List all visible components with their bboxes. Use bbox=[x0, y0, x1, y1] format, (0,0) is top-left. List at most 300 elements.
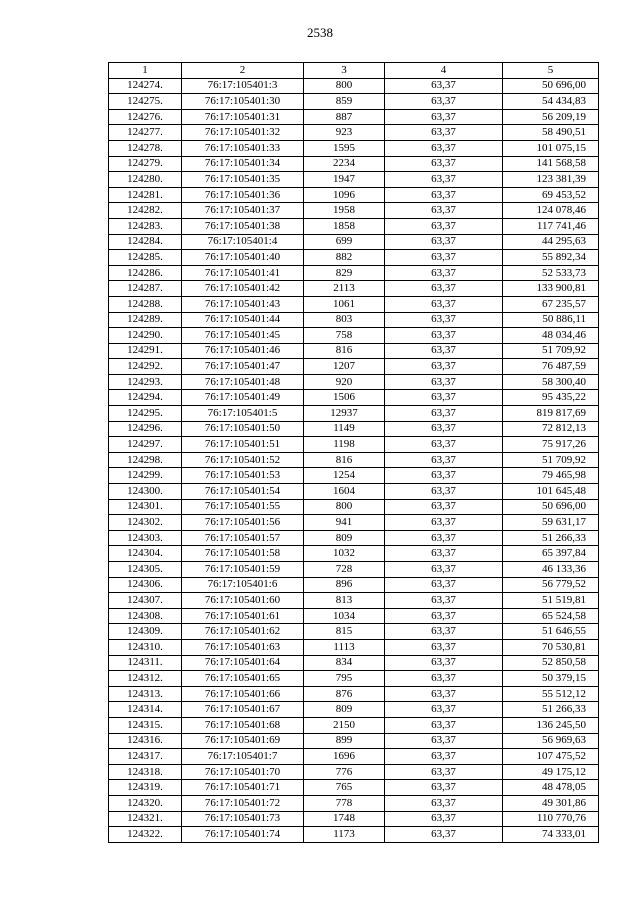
cadastral-number-cell: 76:17:105401:45 bbox=[182, 328, 304, 344]
table-row bbox=[109, 265, 599, 281]
cadastral-number-cell: 76:17:105401:50 bbox=[182, 421, 304, 437]
table-body bbox=[109, 78, 599, 842]
row-number-cell: 124313. bbox=[109, 686, 182, 702]
table-row bbox=[109, 562, 599, 578]
row-number-cell: 124307. bbox=[109, 593, 182, 609]
value-cell: 95 435,22 bbox=[503, 390, 599, 406]
area-cell: 887 bbox=[304, 109, 385, 125]
row-number-cell: 124291. bbox=[109, 343, 182, 359]
rate-cell: 63,37 bbox=[385, 452, 503, 468]
area-cell: 815 bbox=[304, 624, 385, 640]
cadastral-number-cell: 76:17:105401:63 bbox=[182, 639, 304, 655]
cadastral-number-cell: 76:17:105401:33 bbox=[182, 140, 304, 156]
row-number-cell: 124274. bbox=[109, 78, 182, 94]
area-cell: 1113 bbox=[304, 639, 385, 655]
column-header-3: 3 bbox=[304, 63, 385, 79]
value-cell: 52 533,73 bbox=[503, 265, 599, 281]
area-cell: 896 bbox=[304, 577, 385, 593]
rate-cell: 63,37 bbox=[385, 780, 503, 796]
row-number-cell: 124297. bbox=[109, 437, 182, 453]
value-cell: 50 886,11 bbox=[503, 312, 599, 328]
row-number-cell: 124303. bbox=[109, 530, 182, 546]
cadastral-number-cell: 76:17:105401:5 bbox=[182, 406, 304, 422]
rate-cell: 63,37 bbox=[385, 655, 503, 671]
rate-cell: 63,37 bbox=[385, 187, 503, 203]
cadastral-number-cell: 76:17:105401:4 bbox=[182, 234, 304, 250]
row-number-cell: 124304. bbox=[109, 546, 182, 562]
cadastral-number-cell: 76:17:105401:71 bbox=[182, 780, 304, 796]
value-cell: 59 631,17 bbox=[503, 515, 599, 531]
area-cell: 816 bbox=[304, 343, 385, 359]
area-cell: 1595 bbox=[304, 140, 385, 156]
rate-cell: 63,37 bbox=[385, 390, 503, 406]
area-cell: 1696 bbox=[304, 749, 385, 765]
row-number-cell: 124309. bbox=[109, 624, 182, 640]
table-row bbox=[109, 717, 599, 733]
value-cell: 67 235,57 bbox=[503, 296, 599, 312]
cadastral-number-cell: 76:17:105401:54 bbox=[182, 484, 304, 500]
table-row bbox=[109, 250, 599, 266]
cadastral-number-cell: 76:17:105401:40 bbox=[182, 250, 304, 266]
rate-cell: 63,37 bbox=[385, 281, 503, 297]
area-cell: 2113 bbox=[304, 281, 385, 297]
row-number-cell: 124285. bbox=[109, 250, 182, 266]
area-cell: 813 bbox=[304, 593, 385, 609]
value-cell: 44 295,63 bbox=[503, 234, 599, 250]
area-cell: 1149 bbox=[304, 421, 385, 437]
area-cell: 800 bbox=[304, 78, 385, 94]
value-cell: 52 850,58 bbox=[503, 655, 599, 671]
row-number-cell: 124305. bbox=[109, 562, 182, 578]
area-cell: 699 bbox=[304, 234, 385, 250]
cadastral-number-cell: 76:17:105401:7 bbox=[182, 749, 304, 765]
table-row bbox=[109, 499, 599, 515]
area-cell: 859 bbox=[304, 94, 385, 110]
area-cell: 758 bbox=[304, 328, 385, 344]
area-cell: 2150 bbox=[304, 717, 385, 733]
cadastral-number-cell: 76:17:105401:72 bbox=[182, 795, 304, 811]
table-row bbox=[109, 749, 599, 765]
rate-cell: 63,37 bbox=[385, 250, 503, 266]
row-number-cell: 124283. bbox=[109, 218, 182, 234]
table-row bbox=[109, 437, 599, 453]
area-cell: 941 bbox=[304, 515, 385, 531]
row-number-cell: 124302. bbox=[109, 515, 182, 531]
table-row bbox=[109, 515, 599, 531]
cadastral-number-cell: 76:17:105401:62 bbox=[182, 624, 304, 640]
row-number-cell: 124322. bbox=[109, 827, 182, 843]
cadastral-number-cell: 76:17:105401:55 bbox=[182, 499, 304, 515]
rate-cell: 63,37 bbox=[385, 172, 503, 188]
value-cell: 58 490,51 bbox=[503, 125, 599, 141]
value-cell: 55 512,12 bbox=[503, 686, 599, 702]
value-cell: 49 175,12 bbox=[503, 764, 599, 780]
area-cell: 765 bbox=[304, 780, 385, 796]
value-cell: 133 900,81 bbox=[503, 281, 599, 297]
cadastral-number-cell: 76:17:105401:53 bbox=[182, 468, 304, 484]
table-row bbox=[109, 421, 599, 437]
table-row bbox=[109, 140, 599, 156]
row-number-cell: 124298. bbox=[109, 452, 182, 468]
row-number-cell: 124275. bbox=[109, 94, 182, 110]
area-cell: 1198 bbox=[304, 437, 385, 453]
cadastral-number-cell: 76:17:105401:59 bbox=[182, 562, 304, 578]
area-cell: 923 bbox=[304, 125, 385, 141]
row-number-cell: 124318. bbox=[109, 764, 182, 780]
row-number-cell: 124282. bbox=[109, 203, 182, 219]
value-cell: 51 519,81 bbox=[503, 593, 599, 609]
table-row bbox=[109, 811, 599, 827]
cadastral-number-cell: 76:17:105401:73 bbox=[182, 811, 304, 827]
value-cell: 141 568,58 bbox=[503, 156, 599, 172]
row-number-cell: 124294. bbox=[109, 390, 182, 406]
table-row bbox=[109, 764, 599, 780]
area-cell: 776 bbox=[304, 764, 385, 780]
value-cell: 819 817,69 bbox=[503, 406, 599, 422]
table-row bbox=[109, 406, 599, 422]
value-cell: 56 209,19 bbox=[503, 109, 599, 125]
row-number-cell: 124299. bbox=[109, 468, 182, 484]
rate-cell: 63,37 bbox=[385, 94, 503, 110]
rate-cell: 63,37 bbox=[385, 593, 503, 609]
value-cell: 49 301,86 bbox=[503, 795, 599, 811]
area-cell: 12937 bbox=[304, 406, 385, 422]
column-header-5: 5 bbox=[503, 63, 599, 79]
value-cell: 124 078,46 bbox=[503, 203, 599, 219]
row-number-cell: 124312. bbox=[109, 671, 182, 687]
area-cell: 876 bbox=[304, 686, 385, 702]
cadastral-number-cell: 76:17:105401:56 bbox=[182, 515, 304, 531]
table-row bbox=[109, 234, 599, 250]
table-header-row bbox=[109, 63, 599, 79]
table-row bbox=[109, 593, 599, 609]
table-row bbox=[109, 218, 599, 234]
row-number-cell: 124288. bbox=[109, 296, 182, 312]
table-row bbox=[109, 702, 599, 718]
rate-cell: 63,37 bbox=[385, 749, 503, 765]
table-row bbox=[109, 639, 599, 655]
row-number-cell: 124278. bbox=[109, 140, 182, 156]
rate-cell: 63,37 bbox=[385, 546, 503, 562]
rate-cell: 63,37 bbox=[385, 717, 503, 733]
cadastral-number-cell: 76:17:105401:58 bbox=[182, 546, 304, 562]
rate-cell: 63,37 bbox=[385, 125, 503, 141]
cadastral-number-cell: 76:17:105401:70 bbox=[182, 764, 304, 780]
cadastral-number-cell: 76:17:105401:30 bbox=[182, 94, 304, 110]
area-cell: 809 bbox=[304, 702, 385, 718]
value-cell: 101 645,48 bbox=[503, 484, 599, 500]
table-row bbox=[109, 686, 599, 702]
row-number-cell: 124317. bbox=[109, 749, 182, 765]
rate-cell: 63,37 bbox=[385, 811, 503, 827]
row-number-cell: 124310. bbox=[109, 639, 182, 655]
table-row bbox=[109, 484, 599, 500]
value-cell: 51 266,33 bbox=[503, 702, 599, 718]
rate-cell: 63,37 bbox=[385, 296, 503, 312]
cadastral-number-cell: 76:17:105401:68 bbox=[182, 717, 304, 733]
row-number-cell: 124314. bbox=[109, 702, 182, 718]
table-row bbox=[109, 655, 599, 671]
value-cell: 58 300,40 bbox=[503, 374, 599, 390]
value-cell: 123 381,39 bbox=[503, 172, 599, 188]
value-cell: 50 696,00 bbox=[503, 499, 599, 515]
table-row bbox=[109, 390, 599, 406]
value-cell: 55 892,34 bbox=[503, 250, 599, 266]
cadastral-number-cell: 76:17:105401:35 bbox=[182, 172, 304, 188]
rate-cell: 63,37 bbox=[385, 827, 503, 843]
value-cell: 65 397,84 bbox=[503, 546, 599, 562]
table-row bbox=[109, 795, 599, 811]
table-row bbox=[109, 203, 599, 219]
rate-cell: 63,37 bbox=[385, 499, 503, 515]
row-number-cell: 124301. bbox=[109, 499, 182, 515]
table-row bbox=[109, 296, 599, 312]
column-header-2: 2 bbox=[182, 63, 304, 79]
value-cell: 48 478,05 bbox=[503, 780, 599, 796]
area-cell: 882 bbox=[304, 250, 385, 266]
value-cell: 75 917,26 bbox=[503, 437, 599, 453]
cadastral-number-cell: 76:17:105401:48 bbox=[182, 374, 304, 390]
value-cell: 56 779,52 bbox=[503, 577, 599, 593]
area-cell: 1254 bbox=[304, 468, 385, 484]
area-cell: 803 bbox=[304, 312, 385, 328]
cadastral-number-cell: 76:17:105401:60 bbox=[182, 593, 304, 609]
value-cell: 70 530,81 bbox=[503, 639, 599, 655]
table-row bbox=[109, 530, 599, 546]
table-row bbox=[109, 624, 599, 640]
row-number-cell: 124316. bbox=[109, 733, 182, 749]
area-cell: 1947 bbox=[304, 172, 385, 188]
rate-cell: 63,37 bbox=[385, 468, 503, 484]
rate-cell: 63,37 bbox=[385, 702, 503, 718]
rate-cell: 63,37 bbox=[385, 140, 503, 156]
cadastral-number-cell: 76:17:105401:42 bbox=[182, 281, 304, 297]
row-number-cell: 124306. bbox=[109, 577, 182, 593]
rate-cell: 63,37 bbox=[385, 733, 503, 749]
area-cell: 1748 bbox=[304, 811, 385, 827]
value-cell: 72 812,13 bbox=[503, 421, 599, 437]
value-cell: 110 770,76 bbox=[503, 811, 599, 827]
row-number-cell: 124300. bbox=[109, 484, 182, 500]
area-cell: 1207 bbox=[304, 359, 385, 375]
rate-cell: 63,37 bbox=[385, 562, 503, 578]
row-number-cell: 124276. bbox=[109, 109, 182, 125]
area-cell: 1034 bbox=[304, 608, 385, 624]
rate-cell: 63,37 bbox=[385, 577, 503, 593]
rate-cell: 63,37 bbox=[385, 218, 503, 234]
cadastral-number-cell: 76:17:105401:41 bbox=[182, 265, 304, 281]
rate-cell: 63,37 bbox=[385, 484, 503, 500]
value-cell: 51 646,55 bbox=[503, 624, 599, 640]
table-row bbox=[109, 468, 599, 484]
area-cell: 1061 bbox=[304, 296, 385, 312]
cadastral-number-cell: 76:17:105401:34 bbox=[182, 156, 304, 172]
value-cell: 50 696,00 bbox=[503, 78, 599, 94]
rate-cell: 63,37 bbox=[385, 764, 503, 780]
cadastral-number-cell: 76:17:105401:74 bbox=[182, 827, 304, 843]
row-number-cell: 124293. bbox=[109, 374, 182, 390]
rate-cell: 63,37 bbox=[385, 359, 503, 375]
value-cell: 65 524,58 bbox=[503, 608, 599, 624]
area-cell: 899 bbox=[304, 733, 385, 749]
rate-cell: 63,37 bbox=[385, 109, 503, 125]
table-row bbox=[109, 343, 599, 359]
row-number-cell: 124281. bbox=[109, 187, 182, 203]
cadastral-number-cell: 76:17:105401:66 bbox=[182, 686, 304, 702]
cadastral-number-cell: 76:17:105401:37 bbox=[182, 203, 304, 219]
row-number-cell: 124280. bbox=[109, 172, 182, 188]
area-cell: 1173 bbox=[304, 827, 385, 843]
row-number-cell: 124321. bbox=[109, 811, 182, 827]
area-cell: 1858 bbox=[304, 218, 385, 234]
cadastral-number-cell: 76:17:105401:43 bbox=[182, 296, 304, 312]
value-cell: 69 453,52 bbox=[503, 187, 599, 203]
cadastral-number-cell: 76:17:105401:64 bbox=[182, 655, 304, 671]
value-cell: 101 075,15 bbox=[503, 140, 599, 156]
area-cell: 920 bbox=[304, 374, 385, 390]
area-cell: 809 bbox=[304, 530, 385, 546]
table-row bbox=[109, 281, 599, 297]
cadastral-number-cell: 76:17:105401:31 bbox=[182, 109, 304, 125]
row-number-cell: 124290. bbox=[109, 328, 182, 344]
value-cell: 136 245,50 bbox=[503, 717, 599, 733]
cadastral-number-cell: 76:17:105401:69 bbox=[182, 733, 304, 749]
value-cell: 48 034,46 bbox=[503, 328, 599, 344]
value-cell: 56 969,63 bbox=[503, 733, 599, 749]
rate-cell: 63,37 bbox=[385, 624, 503, 640]
row-number-cell: 124308. bbox=[109, 608, 182, 624]
table-row bbox=[109, 780, 599, 796]
row-number-cell: 124320. bbox=[109, 795, 182, 811]
value-cell: 46 133,36 bbox=[503, 562, 599, 578]
row-number-cell: 124286. bbox=[109, 265, 182, 281]
table-row bbox=[109, 328, 599, 344]
table-row bbox=[109, 577, 599, 593]
table-row bbox=[109, 827, 599, 843]
cadastral-number-cell: 76:17:105401:51 bbox=[182, 437, 304, 453]
cadastral-number-cell: 76:17:105401:46 bbox=[182, 343, 304, 359]
rate-cell: 63,37 bbox=[385, 406, 503, 422]
value-cell: 54 434,83 bbox=[503, 94, 599, 110]
rate-cell: 63,37 bbox=[385, 78, 503, 94]
table-row bbox=[109, 125, 599, 141]
area-cell: 2234 bbox=[304, 156, 385, 172]
row-number-cell: 124315. bbox=[109, 717, 182, 733]
area-cell: 834 bbox=[304, 655, 385, 671]
table-row bbox=[109, 671, 599, 687]
row-number-cell: 124319. bbox=[109, 780, 182, 796]
area-cell: 1604 bbox=[304, 484, 385, 500]
rate-cell: 63,37 bbox=[385, 234, 503, 250]
row-number-cell: 124296. bbox=[109, 421, 182, 437]
registry-table bbox=[108, 62, 599, 843]
area-cell: 778 bbox=[304, 795, 385, 811]
row-number-cell: 124292. bbox=[109, 359, 182, 375]
cadastral-number-cell: 76:17:105401:49 bbox=[182, 390, 304, 406]
column-header-4: 4 bbox=[385, 63, 503, 79]
rate-cell: 63,37 bbox=[385, 328, 503, 344]
rate-cell: 63,37 bbox=[385, 515, 503, 531]
row-number-cell: 124311. bbox=[109, 655, 182, 671]
cadastral-number-cell: 76:17:105401:36 bbox=[182, 187, 304, 203]
value-cell: 107 475,52 bbox=[503, 749, 599, 765]
cadastral-number-cell: 76:17:105401:6 bbox=[182, 577, 304, 593]
area-cell: 1032 bbox=[304, 546, 385, 562]
table-row bbox=[109, 187, 599, 203]
area-cell: 816 bbox=[304, 452, 385, 468]
table-row bbox=[109, 109, 599, 125]
cadastral-number-cell: 76:17:105401:3 bbox=[182, 78, 304, 94]
table-row bbox=[109, 172, 599, 188]
value-cell: 76 487,59 bbox=[503, 359, 599, 375]
rate-cell: 63,37 bbox=[385, 374, 503, 390]
cadastral-number-cell: 76:17:105401:61 bbox=[182, 608, 304, 624]
rate-cell: 63,37 bbox=[385, 421, 503, 437]
cadastral-number-cell: 76:17:105401:32 bbox=[182, 125, 304, 141]
rate-cell: 63,37 bbox=[385, 795, 503, 811]
row-number-cell: 124295. bbox=[109, 406, 182, 422]
value-cell: 117 741,46 bbox=[503, 218, 599, 234]
page-number: 2538 bbox=[307, 25, 333, 40]
area-cell: 1506 bbox=[304, 390, 385, 406]
rate-cell: 63,37 bbox=[385, 686, 503, 702]
area-cell: 728 bbox=[304, 562, 385, 578]
rate-cell: 63,37 bbox=[385, 203, 503, 219]
table-row bbox=[109, 733, 599, 749]
rate-cell: 63,37 bbox=[385, 671, 503, 687]
table-row bbox=[109, 608, 599, 624]
rate-cell: 63,37 bbox=[385, 437, 503, 453]
area-cell: 1096 bbox=[304, 187, 385, 203]
table-row bbox=[109, 452, 599, 468]
area-cell: 1958 bbox=[304, 203, 385, 219]
table-row bbox=[109, 312, 599, 328]
table-row bbox=[109, 94, 599, 110]
table-row bbox=[109, 359, 599, 375]
rate-cell: 63,37 bbox=[385, 608, 503, 624]
cadastral-number-cell: 76:17:105401:65 bbox=[182, 671, 304, 687]
row-number-cell: 124284. bbox=[109, 234, 182, 250]
value-cell: 51 709,92 bbox=[503, 343, 599, 359]
cadastral-number-cell: 76:17:105401:52 bbox=[182, 452, 304, 468]
row-number-cell: 124287. bbox=[109, 281, 182, 297]
rate-cell: 63,37 bbox=[385, 265, 503, 281]
table-row bbox=[109, 374, 599, 390]
value-cell: 51 266,33 bbox=[503, 530, 599, 546]
value-cell: 74 333,01 bbox=[503, 827, 599, 843]
rate-cell: 63,37 bbox=[385, 156, 503, 172]
cadastral-number-cell: 76:17:105401:67 bbox=[182, 702, 304, 718]
table-row bbox=[109, 78, 599, 94]
table-row bbox=[109, 546, 599, 562]
rate-cell: 63,37 bbox=[385, 343, 503, 359]
row-number-cell: 124289. bbox=[109, 312, 182, 328]
area-cell: 829 bbox=[304, 265, 385, 281]
table-row bbox=[109, 156, 599, 172]
rate-cell: 63,37 bbox=[385, 530, 503, 546]
area-cell: 795 bbox=[304, 671, 385, 687]
area-cell: 800 bbox=[304, 499, 385, 515]
value-cell: 50 379,15 bbox=[503, 671, 599, 687]
rate-cell: 63,37 bbox=[385, 639, 503, 655]
row-number-cell: 124279. bbox=[109, 156, 182, 172]
value-cell: 79 465,98 bbox=[503, 468, 599, 484]
cadastral-number-cell: 76:17:105401:38 bbox=[182, 218, 304, 234]
value-cell: 51 709,92 bbox=[503, 452, 599, 468]
cadastral-number-cell: 76:17:105401:57 bbox=[182, 530, 304, 546]
column-header-1: 1 bbox=[109, 63, 182, 79]
cadastral-number-cell: 76:17:105401:44 bbox=[182, 312, 304, 328]
